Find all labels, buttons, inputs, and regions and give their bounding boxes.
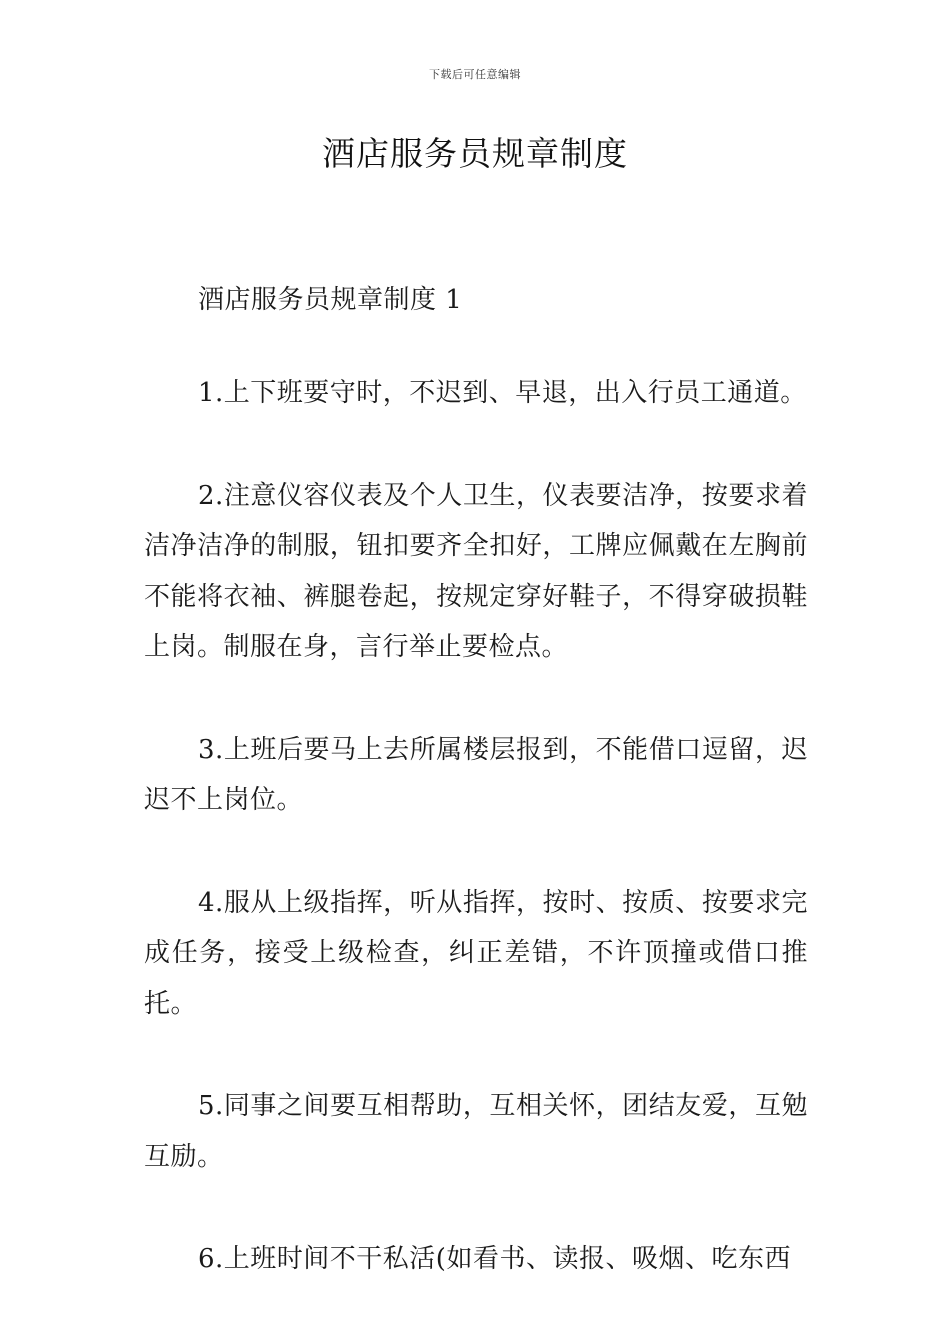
- document-title: 酒店服务员规章制度: [322, 134, 628, 173]
- paragraph-4: 4.服从上级指挥，听从指挥，按时、按质、按要求完成任务，接受上级检查，纠正差错，不许顶撞或借口推托。: [144, 887, 808, 1019]
- header-note: 下载后可任意编辑: [429, 68, 521, 81]
- paragraph-6: 6.上班时间不干私活(如看书、读报、吸烟、吃东西: [198, 1244, 791, 1274]
- document-body: [144, 282, 808, 1337]
- paragraph-2: 2.注意仪容仪表及个人卫生，仪表要洁净，按要求着洁净洁净的制服，钮扣要齐全扣好，工牌应佩戴在左胸前不能将衣袖、裤腿卷起，按规定穿好鞋子，不得穿破损鞋上岗。制服在身，言行举止要检点。: [144, 480, 808, 662]
- section-heading: 酒店服务员规章制度 1: [198, 285, 463, 315]
- paragraph-1: 1.上下班要守时，不迟到、早退，出入行员工通道。: [198, 378, 807, 408]
- paragraph-5: 5.同事之间要互相帮助，互相关怀，团结友爱，互勉互励。: [144, 1091, 808, 1172]
- paragraph-3: 3.上班后要马上去所属楼层报到，不能借口逗留，迟迟不上岗位。: [144, 734, 808, 815]
